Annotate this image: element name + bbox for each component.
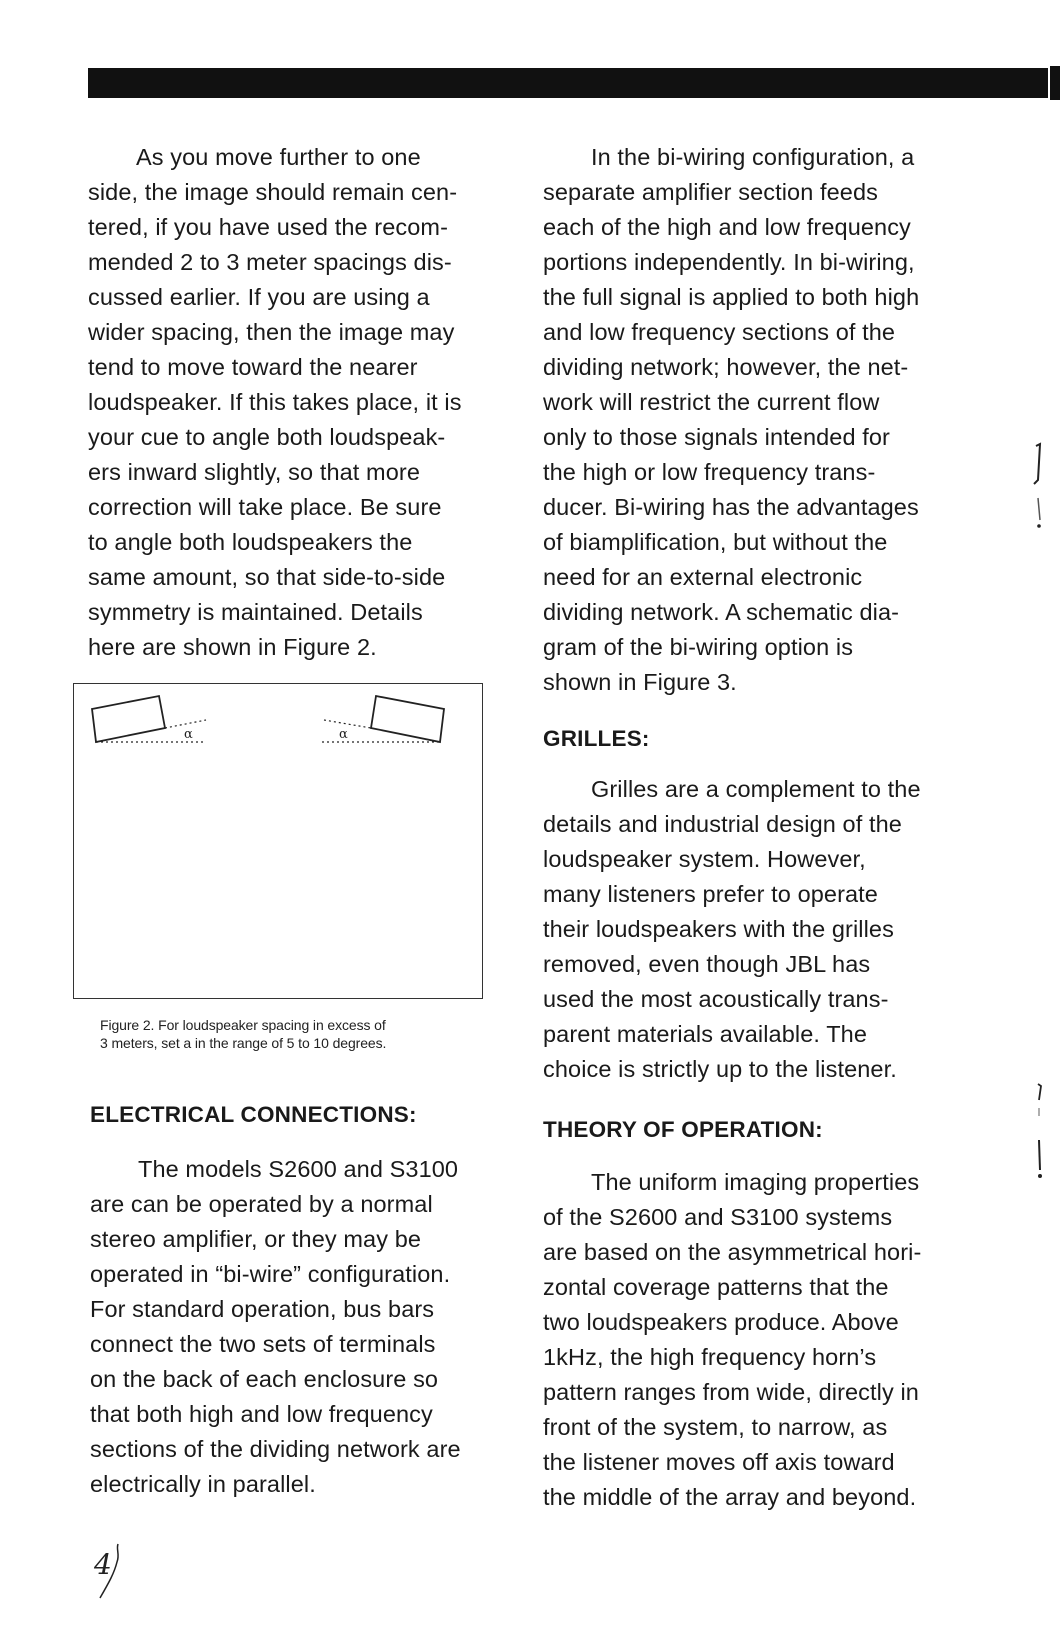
text-line: tend to move toward the nearer	[88, 354, 418, 380]
text-line: that both high and low frequency	[90, 1401, 433, 1427]
text-line: are can be operated by a normal	[90, 1191, 433, 1217]
header-bar	[88, 68, 1048, 98]
text-line: same amount, so that side-to-side	[88, 564, 446, 590]
section-electrical-connections	[90, 1100, 505, 1502]
text-line: In the bi-wiring configuration, a	[591, 144, 915, 170]
figure-2-diagram	[73, 683, 483, 999]
text-line: tered, if you have used the recom-	[88, 214, 449, 240]
page-number-text: 4	[94, 1548, 112, 1581]
text-line: sections of the dividing network are	[90, 1436, 461, 1462]
alpha-right-label: α	[339, 727, 348, 742]
text-line: details and industrial design of the	[543, 811, 902, 837]
text-line: zontal coverage patterns that the	[543, 1274, 889, 1300]
right-loudspeaker-icon	[371, 696, 444, 742]
text-line: shown in Figure 3.	[543, 669, 737, 695]
text-line: As you move further to one	[136, 144, 421, 170]
page-number-flourish	[90, 1542, 130, 1602]
text-line: ducer. Bi-wiring has the advantages	[543, 494, 919, 520]
margin-scan-marks	[1030, 440, 1050, 1200]
text-line: separate amplifier section feeds	[543, 179, 878, 205]
text-line: pattern ranges from wide, directly in	[543, 1379, 919, 1405]
paragraph-image-centering	[88, 140, 503, 665]
text-line: front of the system, to narrow, as	[543, 1414, 888, 1440]
text-line: choice is strictly up to the listener.	[543, 1056, 897, 1082]
text-line: 1kHz, the high frequency horn’s	[543, 1344, 877, 1370]
text-line: correction will take place. Be sure	[88, 494, 442, 520]
figure-2-caption	[100, 1016, 480, 1052]
caption-line: Figure 2. For loudspeaker spacing in excess of	[100, 1017, 386, 1033]
text-line: each of the high and low frequency	[543, 214, 911, 240]
text-line: here are shown in Figure 2.	[88, 634, 377, 660]
text-line: side, the image should remain cen-	[88, 179, 458, 205]
text-line: need for an external electronic	[543, 564, 863, 590]
text-line: many listeners prefer to operate	[543, 881, 878, 907]
text-line: and low frequency sections of the	[543, 319, 896, 345]
text-line: The uniform imaging properties	[591, 1169, 920, 1195]
text-line: work will restrict the current flow	[543, 389, 880, 415]
text-line: connect the two sets of terminals	[90, 1331, 436, 1357]
text-line: gram of the bi-wiring option is	[543, 634, 854, 660]
speaker-angle-diagram	[74, 684, 481, 997]
text-line: stereo amplifier, or they may be	[90, 1226, 422, 1252]
text-line: ers inward slightly, so that more	[88, 459, 420, 485]
text-line: Grilles are a complement to the	[591, 776, 921, 802]
text-line: For standard operation, bus bars	[90, 1296, 435, 1322]
text-line: your cue to angle both loudspeak-	[88, 424, 446, 450]
page-number	[94, 1548, 112, 1581]
left-loudspeaker-icon	[92, 696, 165, 742]
text-line: removed, even though JBL has	[543, 951, 871, 977]
text-line: the listener moves off axis toward	[543, 1449, 895, 1475]
text-line: used the most acoustically trans-	[543, 986, 889, 1012]
text-line: are based on the asymmetrical hori-	[543, 1239, 922, 1265]
text-line: operated in “bi-wire” configuration.	[90, 1261, 451, 1287]
text-line: on the back of each enclosure so	[90, 1366, 439, 1392]
text-line: dividing network; however, the net-	[543, 354, 909, 380]
text-line: mended 2 to 3 meter spacings dis-	[88, 249, 452, 275]
text-line: the full signal is applied to both high	[543, 284, 920, 310]
text-line: loudspeaker system. However,	[543, 846, 866, 872]
text-line: their loudspeakers with the grilles	[543, 916, 894, 942]
heading-grilles: GRILLES:	[543, 726, 650, 751]
alpha-left-label: α	[184, 727, 193, 742]
text-line: two loudspeakers produce. Above	[543, 1309, 899, 1335]
text-line: dividing network. A schematic dia-	[543, 599, 900, 625]
right-column	[543, 140, 963, 1515]
text-line: wider spacing, then the image may	[88, 319, 455, 345]
heading-theory-of-operation: THEORY OF OPERATION:	[543, 1117, 823, 1142]
text-line: portions independently. In bi-wiring,	[543, 249, 915, 275]
text-line: to angle both loudspeakers the	[88, 529, 413, 555]
text-line: symmetry is maintained. Details	[88, 599, 423, 625]
text-line: of the S2600 and S3100 systems	[543, 1204, 893, 1230]
text-line: parent materials available. The	[543, 1021, 868, 1047]
paragraph-theory	[543, 1165, 963, 1515]
left-column	[88, 140, 503, 665]
header-bar-end	[1050, 66, 1060, 100]
text-line: cussed earlier. If you are using a	[88, 284, 430, 310]
text-line: only to those signals intended for	[543, 424, 890, 450]
paragraph-bi-wiring	[543, 140, 963, 700]
caption-line: 3 meters, set a in the range of 5 to 10 degrees.	[100, 1035, 387, 1051]
text-line: the high or low frequency trans-	[543, 459, 876, 485]
text-line: loudspeaker. If this takes place, it is	[88, 389, 462, 415]
text-line: of biamplification, but without the	[543, 529, 888, 555]
text-line: electrically in parallel.	[90, 1471, 316, 1497]
text-line: the middle of the array and beyond.	[543, 1484, 917, 1510]
paragraph-grilles	[543, 772, 963, 1087]
heading-electrical-connections: ELECTRICAL CONNECTIONS:	[90, 1102, 417, 1127]
text-line: The models S2600 and S3100	[138, 1156, 459, 1182]
